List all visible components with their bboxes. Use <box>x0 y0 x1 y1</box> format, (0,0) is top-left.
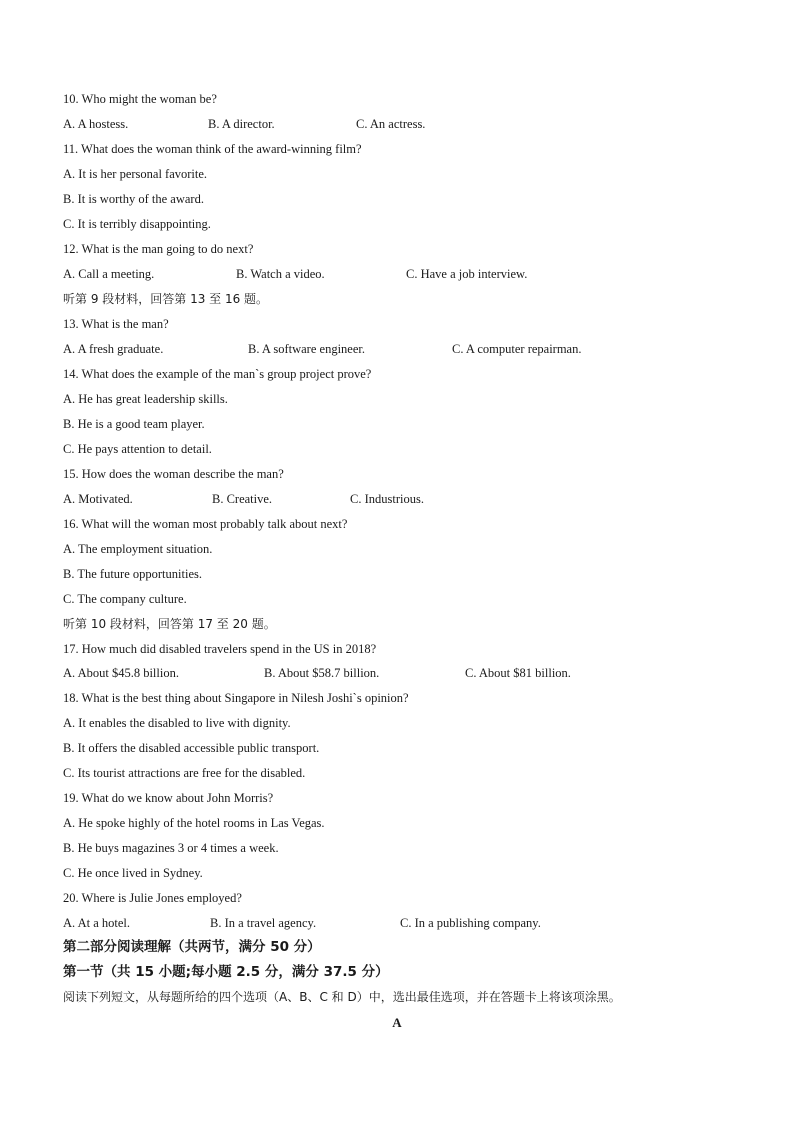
q18-option-c: C. Its tourist attractions are free for the disabled. <box>63 766 306 780</box>
question-18: 18. What is the best thing about Singapore in Nilesh Joshi`s opinion? <box>63 691 409 705</box>
question-10: 10. Who might the woman be? <box>63 92 217 106</box>
q20-option-c: C. In a publishing company. <box>400 916 541 930</box>
part2-instruction: 阅读下列短文，从每题所给的四个选项（A、B、C 和 D）中，选出最佳选项，并在答题卡上将该项涂黑。 <box>63 990 621 1004</box>
question-15: 15. How does the woman describe the man? <box>63 467 284 481</box>
q12-option-c: C. Have a job interview. <box>406 267 528 281</box>
q19-option-c: C. He once lived in Sydney. <box>63 866 203 880</box>
q10-option-a: A. A hostess. <box>63 117 129 131</box>
question-11: 11. What does the woman think of the award-winning film? <box>63 142 362 156</box>
q13-option-a: A. A fresh graduate. <box>63 342 164 356</box>
q20-option-b: B. In a travel agency. <box>210 916 317 930</box>
q19-option-a: A. He spoke highly of the hotel rooms in Las Vegas. <box>63 816 325 830</box>
q18-option-a: A. It enables the disabled to live with dignity. <box>63 716 291 730</box>
q11-option-a: A. It is her personal favorite. <box>63 167 208 181</box>
q16-option-c: C. The company culture. <box>63 592 187 606</box>
q10-option-c: C. An actress. <box>356 117 426 131</box>
question-13: 13. What is the man? <box>63 317 169 331</box>
q16-option-b: B. The future opportunities. <box>63 567 202 581</box>
section-instruction-10: 听第 10 段材料，回答第 17 至 20 题。 <box>63 617 276 631</box>
question-20: 20. Where is Julie Jones employed? <box>63 891 242 905</box>
q17-option-b: B. About $58.7 billion. <box>264 666 380 680</box>
q12-option-b: B. Watch a video. <box>236 267 325 281</box>
q16-option-a: A. The employment situation. <box>63 542 213 556</box>
q15-option-b: B. Creative. <box>212 492 273 506</box>
q13-option-b: B. A software engineer. <box>248 342 365 356</box>
question-19: 19. What do we know about John Morris? <box>63 791 274 805</box>
question-17: 17. How much did disabled travelers spend in the US in 2018? <box>63 642 377 656</box>
q12-option-a: A. Call a meeting. <box>63 267 155 281</box>
q19-option-b: B. He buys magazines 3 or 4 times a week. <box>63 841 279 855</box>
q14-option-b: B. He is a good team player. <box>63 417 205 431</box>
q17-option-c: C. About $81 billion. <box>465 666 571 680</box>
q11-option-b: B. It is worthy of the award. <box>63 192 204 206</box>
q17-option-a: A. About $45.8 billion. <box>63 666 179 680</box>
q15-option-c: C. Industrious. <box>350 492 424 506</box>
passage-label: A <box>392 1015 402 1030</box>
q13-option-c: C. A computer repairman. <box>452 342 582 356</box>
section-instruction-9: 听第 9 段材料，回答第 13 至 16 题。 <box>63 292 269 306</box>
q14-option-c: C. He pays attention to detail. <box>63 442 212 456</box>
q15-option-a: A. Motivated. <box>63 492 133 506</box>
part2-title: 第二部分阅读理解（共两节，满分 50 分） <box>63 939 321 955</box>
part2-section1-title: 第一节（共 15 小题;每小题 2.5 分，满分 37.5 分） <box>63 964 389 980</box>
q14-option-a: A. He has great leadership skills. <box>63 392 228 406</box>
q11-option-c: C. It is terribly disappointing. <box>63 217 211 231</box>
q20-option-a: A. At a hotel. <box>63 916 131 930</box>
q10-option-b: B. A director. <box>208 117 275 131</box>
q18-option-b: B. It offers the disabled accessible public transport. <box>63 741 320 755</box>
question-16: 16. What will the woman most probably talk about next? <box>63 517 348 531</box>
question-14: 14. What does the example of the man`s group project prove? <box>63 367 372 381</box>
question-12: 12. What is the man going to do next? <box>63 242 254 256</box>
